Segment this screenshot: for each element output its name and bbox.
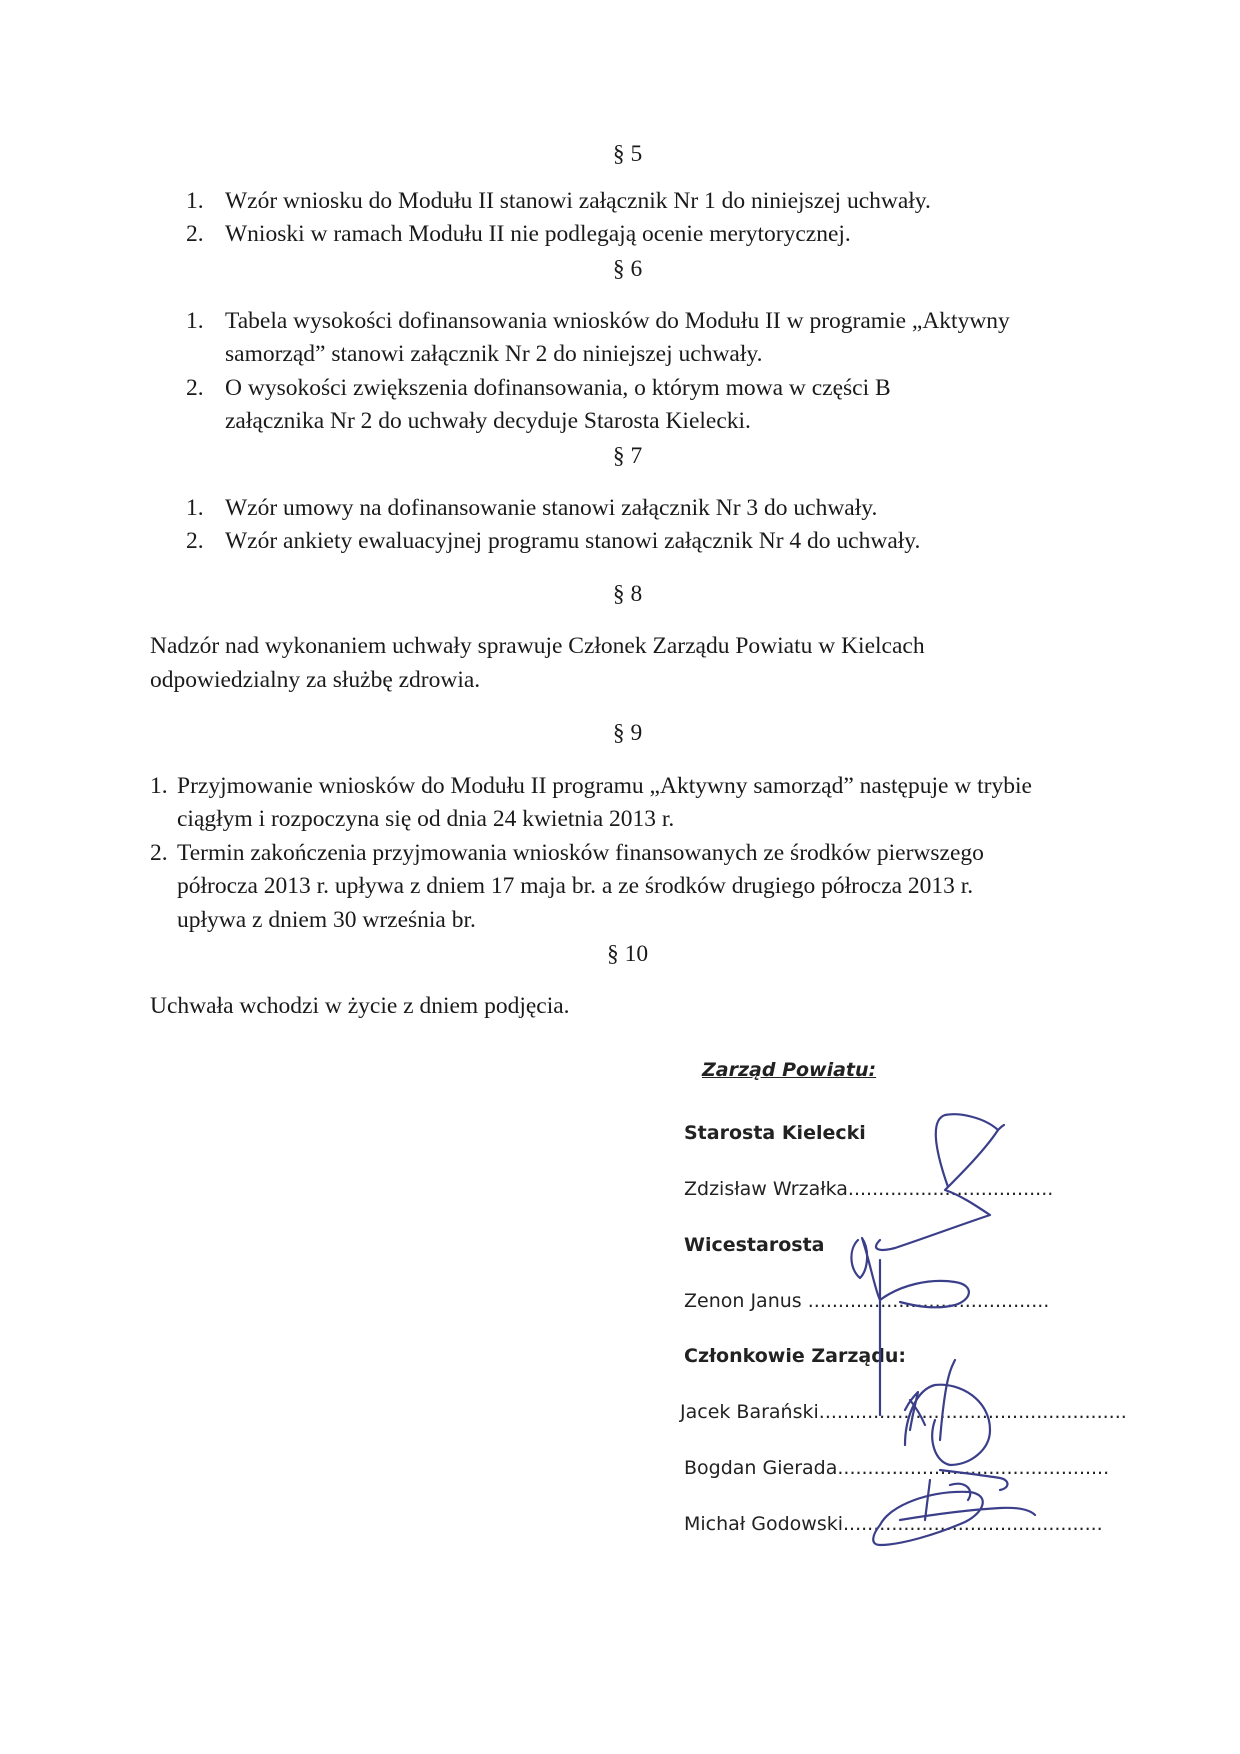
starosta-signature-line [684,1176,1053,1202]
section-8-heading: § 8 [612,581,643,607]
starosta-title: Starosta Kielecki [684,1122,866,1144]
s9-item-1-line-2: ciągłym i rozpoczyna się od dnia 24 kwietnia 2013 r. [177,806,675,832]
member-3-signature-line [684,1511,1103,1537]
s8-line-2: odpowiedzialny za służbę zdrowia. [150,667,481,693]
s9-item-2-line-3: upływa z dniem 30 września br. [177,907,476,933]
s5-item-1-text: Wzór wniosku do Modułu II stanowi załącznik Nr 1 do niniejszej uchwały. [225,188,931,214]
member-2-dots: ............................................. [837,1457,1110,1479]
s6-item-2-line-1: O wysokości zwiększenia dofinansowania, o którym mowa w części B [225,375,891,401]
s7-item-2-number: 2. [186,528,204,554]
s9-item-2-line-2: półrocza 2013 r. upływa z dniem 17 maja br. a ze środków drugiego półrocza 2013 r. [177,873,974,899]
s6-item-1-line-2: samorząd” stanowi załącznik Nr 2 do niniejszej uchwały. [225,341,763,367]
section-5-heading: § 5 [612,141,643,167]
member-2-name: Bogdan Gierada [684,1457,838,1479]
member-3-dots: ........................................... [843,1513,1103,1535]
s6-item-2-line-2: załącznika Nr 2 do uchwały decyduje Starosta Kielecki. [225,408,751,434]
board-heading: Zarząd Powiatu: [702,1059,877,1081]
s7-item-2-text: Wzór ankiety ewaluacyjnej programu stanowi załącznik Nr 4 do uchwały. [225,528,921,554]
s9-item-2-line-1: Termin zakończenia przyjmowania wniosków finansowanych ze środków pierwszego [177,840,984,866]
section-9-heading: § 9 [612,720,643,746]
s9-item-1-line-1: Przyjmowanie wniosków do Modułu II programu „Aktywny samorząd” następuje w trybie [177,773,1032,799]
member-2-signature-line [684,1455,1109,1481]
s9-item-1-number: 1. [150,773,168,799]
starosta-name: Zdzisław Wrzałka [684,1178,848,1200]
section-6-heading: § 6 [612,256,643,282]
wicestarosta-dots: ........................................ [807,1290,1050,1312]
s7-item-1-text: Wzór umowy na dofinansowanie stanowi załącznik Nr 3 do uchwały. [225,495,878,521]
s8-line-1: Nadzór nad wykonaniem uchwały sprawuje Członek Zarządu Powiatu w Kielcach [150,633,925,659]
s10-text: Uchwała wchodzi w życie z dniem podjęcia. [150,993,570,1019]
members-title: Członkowie Zarządu: [684,1345,906,1367]
s5-item-2-number: 2. [186,221,204,247]
s7-item-1-number: 1. [186,495,204,521]
wicestarosta-name: Zenon Janus [684,1290,808,1312]
member-1-name: Jacek Barański [680,1401,819,1423]
member-3-name: Michał Godowski [684,1513,843,1535]
section-10-heading: § 10 [606,941,649,967]
s6-item-2-number: 2. [186,375,204,401]
starosta-dots: .................................. [847,1178,1054,1200]
s9-item-2-number: 2. [150,840,168,866]
wicestarosta-signature-line [684,1288,1049,1314]
section-7-heading: § 7 [612,443,643,469]
s6-item-1-number: 1. [186,308,204,334]
member-1-dots: ................................................... [818,1401,1127,1423]
wicestarosta-title: Wicestarosta [684,1234,825,1256]
s5-item-1-number: 1. [186,188,204,214]
s6-item-1-line-1: Tabela wysokości dofinansowania wniosków do Modułu II w programie „Aktywny [225,308,1010,334]
member-1-signature-line [680,1399,1127,1425]
s5-item-2-text: Wnioski w ramach Modułu II nie podlegają ocenie merytorycznej. [225,221,851,247]
